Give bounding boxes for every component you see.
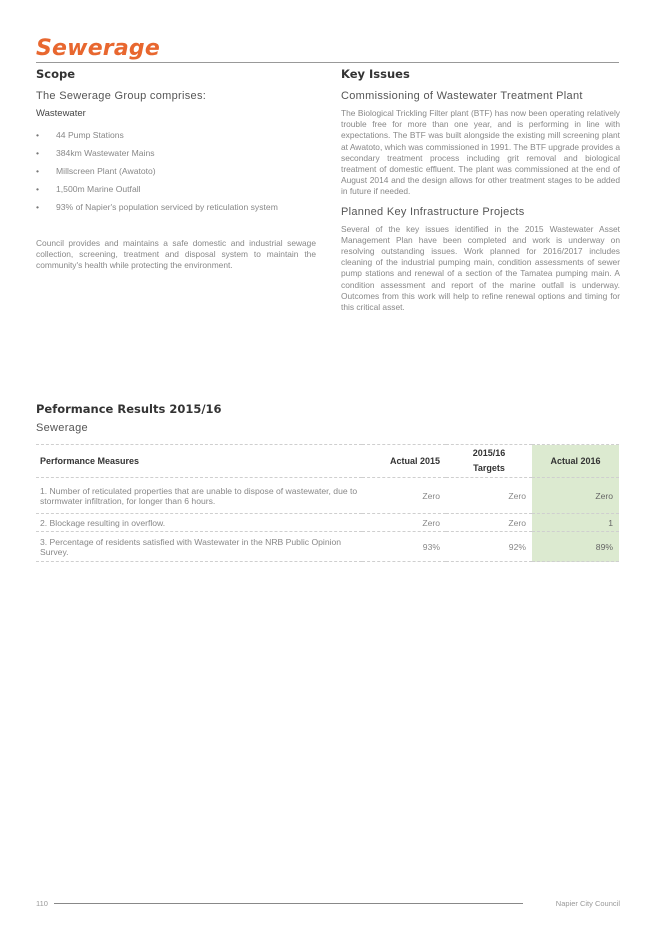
performance-section <box>36 402 619 562</box>
actual-2016-cell: 89% <box>532 532 619 562</box>
table-header-row <box>36 445 619 478</box>
table-row <box>36 478 619 514</box>
list-item: • Millscreen Plant (Awatoto) <box>36 162 316 180</box>
key-issues-subheading-projects: Planned Key Infrastructure Projects <box>341 205 525 218</box>
list-item: • 93% of Napier's population serviced by reticulation system <box>36 198 316 216</box>
scope-list <box>36 126 316 216</box>
table-row <box>36 532 619 562</box>
column-header-actual-2015: Actual 2015 <box>362 445 446 478</box>
measure-cell: 3. Percentage of residents satisfied with Wastewater in the NRB Public Opinion Survey. <box>36 532 362 562</box>
key-issues-subheading-wastewater-plant: Commissioning of Wastewater Treatment Plant <box>341 90 583 102</box>
actual-2015-cell: 93% <box>362 532 446 562</box>
actual-2015-cell: Zero <box>362 514 446 532</box>
column-header-actual-2016: Actual 2016 <box>532 445 619 478</box>
list-item: • 44 Pump Stations <box>36 126 316 144</box>
table-row <box>36 514 619 532</box>
key-issues-heading: Key Issues <box>341 67 410 81</box>
footer-organisation: Napier City Council <box>555 899 620 908</box>
scope-intro: The Sewerage Group comprises: <box>36 90 207 102</box>
performance-heading: Peformance Results 2015/16 <box>36 402 222 416</box>
list-item: • 1,500m Marine Outfall <box>36 180 316 198</box>
footer-divider <box>54 903 523 904</box>
column-header-measures: Performance Measures <box>36 445 362 478</box>
actual-2015-cell: Zero <box>362 478 446 514</box>
target-cell: Zero <box>446 478 532 514</box>
measure-cell: 1. Number of reticulated properties that are unable to dispose of wastewater, due to stormwater infiltration, for longer than 6 hours. <box>36 478 362 514</box>
scope-heading: Scope <box>36 67 76 81</box>
performance-table <box>36 444 619 562</box>
column-header-targets <box>446 445 532 478</box>
scope-subheading: Wastewater <box>36 108 86 119</box>
target-cell: 92% <box>446 532 532 562</box>
list-item: • 384km Wastewater Mains <box>36 144 316 162</box>
target-cell: Zero <box>446 514 532 532</box>
targets-label: Targets <box>473 463 505 473</box>
page-number: 110 <box>36 899 48 908</box>
page-title: Sewerage <box>36 36 160 61</box>
scope-paragraph: Council provides and maintains a safe domestic and industrial sewage collection, screening, treatment and disposal system to maintain the community's health while protecting the environment. <box>36 238 316 271</box>
scope-section <box>36 67 316 272</box>
title-divider <box>36 62 619 63</box>
key-issues-section <box>341 67 620 313</box>
targets-year: 2015/16 <box>472 448 506 458</box>
key-issues-paragraph-plant: The Biological Trickling Filter plant (BTF) has now been operating relatively trouble free for more than one year, and is performing in line with expectations. The BTF was built alongside the existing mill screening plant at Awatoto, which was commissioned in 1991. The BTF upgrade provides a secondary treatment process including grit removal and biological treatment of domestic effluent. The plant was commissioned at the end of August 2014 and the design allows for other treatment stages to be added in future if needed. <box>341 108 621 197</box>
actual-2016-cell: Zero <box>532 478 619 514</box>
measure-cell: 2. Blockage resulting in overflow. <box>36 514 362 532</box>
performance-subheading: Sewerage <box>36 422 88 434</box>
key-issues-paragraph-projects: Several of the key issues identified in the 2015 Wastewater Asset Management Plan have been completed and work is underway on resolving outstanding issues. Work planned for 2016/2017 includes cleaning of the industrial pumping main, condition assessments of sewer pump stations and renewal of a section of the Tamatea pumping main. A condition assessment and report of the marine outfall is underway. Outcomes from this work will help to refine renewal options and timing for this critical asset. <box>341 223 620 313</box>
actual-2016-cell: 1 <box>532 514 619 532</box>
